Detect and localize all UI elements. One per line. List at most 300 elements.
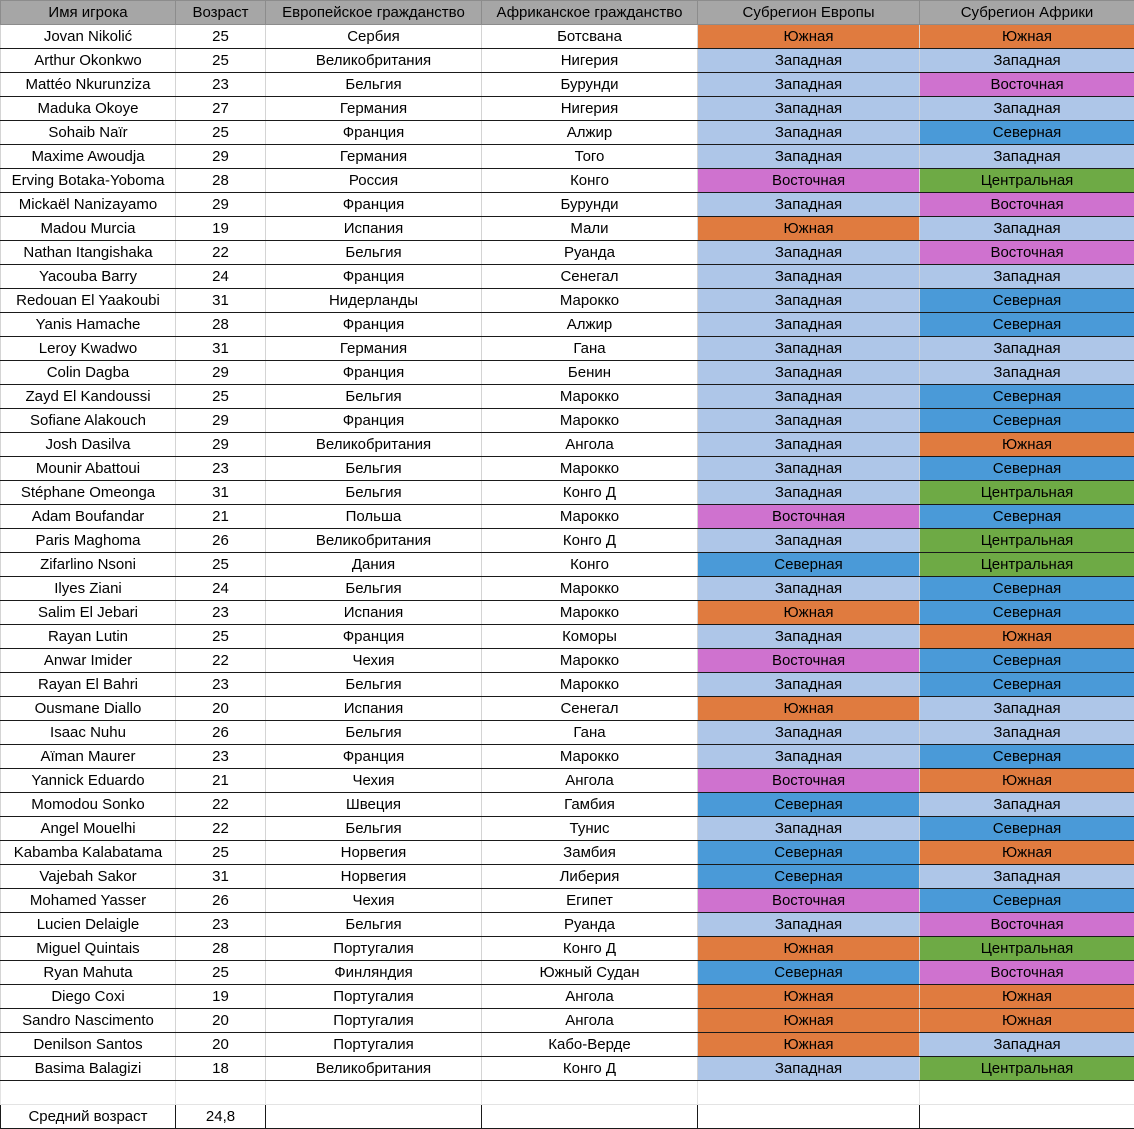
africa-subregion-cell[interactable]: Западная <box>920 337 1134 361</box>
african-citizenship-cell[interactable]: Нигерия <box>482 49 698 73</box>
european-citizenship-cell[interactable]: Франция <box>266 745 482 769</box>
african-citizenship-cell[interactable]: Бенин <box>482 361 698 385</box>
african-citizenship-cell[interactable]: Марокко <box>482 577 698 601</box>
africa-subregion-cell[interactable]: Северная <box>920 121 1134 145</box>
european-citizenship-cell[interactable]: Бельгия <box>266 481 482 505</box>
african-citizenship-cell[interactable]: Марокко <box>482 289 698 313</box>
african-citizenship-cell[interactable]: Коморы <box>482 625 698 649</box>
age-cell[interactable]: 22 <box>176 817 266 841</box>
europe-subregion-cell[interactable]: Северная <box>698 961 920 985</box>
african-citizenship-cell[interactable]: Марокко <box>482 409 698 433</box>
african-citizenship-cell[interactable]: Руанда <box>482 241 698 265</box>
europe-subregion-cell[interactable]: Западная <box>698 673 920 697</box>
empty-cell[interactable] <box>920 1081 1134 1105</box>
age-cell[interactable]: 23 <box>176 601 266 625</box>
europe-subregion-cell[interactable]: Восточная <box>698 505 920 529</box>
africa-subregion-cell[interactable]: Южная <box>920 625 1134 649</box>
player-name-cell[interactable]: Denilson Santos <box>1 1033 176 1057</box>
european-citizenship-cell[interactable]: Бельгия <box>266 913 482 937</box>
africa-subregion-cell[interactable]: Западная <box>920 865 1134 889</box>
europe-subregion-cell[interactable]: Западная <box>698 1057 920 1081</box>
age-cell[interactable]: 20 <box>176 697 266 721</box>
africa-subregion-cell[interactable]: Северная <box>920 601 1134 625</box>
player-name-cell[interactable]: Rayan Lutin <box>1 625 176 649</box>
european-citizenship-cell[interactable]: Чехия <box>266 769 482 793</box>
player-name-cell[interactable]: Ryan Mahuta <box>1 961 176 985</box>
age-cell[interactable]: 23 <box>176 73 266 97</box>
header-age[interactable]: Возраст <box>176 1 266 25</box>
africa-subregion-cell[interactable]: Восточная <box>920 193 1134 217</box>
age-cell[interactable]: 25 <box>176 49 266 73</box>
european-citizenship-cell[interactable]: Испания <box>266 601 482 625</box>
europe-subregion-cell[interactable]: Южная <box>698 1033 920 1057</box>
europe-subregion-cell[interactable]: Северная <box>698 793 920 817</box>
europe-subregion-cell[interactable]: Южная <box>698 985 920 1009</box>
player-name-cell[interactable]: Leroy Kwadwo <box>1 337 176 361</box>
age-cell[interactable]: 23 <box>176 457 266 481</box>
age-cell[interactable]: 25 <box>176 25 266 49</box>
europe-subregion-cell[interactable]: Западная <box>698 481 920 505</box>
player-name-cell[interactable]: Maduka Okoye <box>1 97 176 121</box>
age-cell[interactable]: 28 <box>176 937 266 961</box>
european-citizenship-cell[interactable]: Германия <box>266 145 482 169</box>
european-citizenship-cell[interactable]: Португалия <box>266 1033 482 1057</box>
europe-subregion-cell[interactable]: Западная <box>698 457 920 481</box>
age-cell[interactable]: 18 <box>176 1057 266 1081</box>
player-name-cell[interactable]: Isaac Nuhu <box>1 721 176 745</box>
table-row <box>1 49 1134 73</box>
africa-subregion-cell[interactable]: Южная <box>920 433 1134 457</box>
european-citizenship-cell[interactable]: Чехия <box>266 889 482 913</box>
european-citizenship-cell[interactable]: Великобритания <box>266 529 482 553</box>
european-citizenship-cell[interactable]: Бельгия <box>266 673 482 697</box>
table-row <box>1 1009 1134 1033</box>
africa-subregion-cell[interactable]: Южная <box>920 25 1134 49</box>
european-citizenship-cell[interactable]: Швеция <box>266 793 482 817</box>
africa-subregion-cell[interactable]: Северная <box>920 889 1134 913</box>
player-name-cell[interactable]: Miguel Quintais <box>1 937 176 961</box>
european-citizenship-cell[interactable]: Франция <box>266 409 482 433</box>
player-name-cell[interactable]: Mounir Abattoui <box>1 457 176 481</box>
age-cell[interactable]: 26 <box>176 721 266 745</box>
table-row <box>1 313 1134 337</box>
european-citizenship-cell[interactable]: Бельгия <box>266 457 482 481</box>
africa-subregion-cell[interactable]: Западная <box>920 97 1134 121</box>
europe-subregion-cell[interactable]: Западная <box>698 913 920 937</box>
african-citizenship-cell[interactable]: Мали <box>482 217 698 241</box>
empty-cell[interactable] <box>698 1081 920 1105</box>
european-citizenship-cell[interactable]: Сербия <box>266 25 482 49</box>
africa-subregion-cell[interactable]: Южная <box>920 1009 1134 1033</box>
africa-subregion-cell[interactable]: Северная <box>920 817 1134 841</box>
africa-subregion-cell[interactable]: Северная <box>920 505 1134 529</box>
african-citizenship-cell[interactable]: Замбия <box>482 841 698 865</box>
age-cell[interactable]: 23 <box>176 673 266 697</box>
empty-cell[interactable] <box>920 1105 1134 1129</box>
table-row <box>1 265 1134 289</box>
age-cell[interactable]: 25 <box>176 553 266 577</box>
africa-subregion-cell[interactable]: Южная <box>920 769 1134 793</box>
european-citizenship-cell[interactable]: Португалия <box>266 937 482 961</box>
african-citizenship-cell[interactable]: Сенегал <box>482 265 698 289</box>
african-citizenship-cell[interactable]: Марокко <box>482 457 698 481</box>
african-citizenship-cell[interactable]: Южный Судан <box>482 961 698 985</box>
europe-subregion-cell[interactable]: Западная <box>698 745 920 769</box>
european-citizenship-cell[interactable]: Франция <box>266 265 482 289</box>
player-name-cell[interactable]: Kabamba Kalabatama <box>1 841 176 865</box>
age-cell[interactable]: 25 <box>176 841 266 865</box>
africa-subregion-cell[interactable]: Западная <box>920 793 1134 817</box>
age-cell[interactable]: 25 <box>176 625 266 649</box>
player-name-cell[interactable]: Madou Murcia <box>1 217 176 241</box>
age-cell[interactable]: 29 <box>176 361 266 385</box>
europe-subregion-cell[interactable]: Западная <box>698 313 920 337</box>
african-citizenship-cell[interactable]: Гамбия <box>482 793 698 817</box>
european-citizenship-cell[interactable]: Бельгия <box>266 73 482 97</box>
player-name-cell[interactable]: Diego Coxi <box>1 985 176 1009</box>
africa-subregion-cell[interactable]: Западная <box>920 145 1134 169</box>
african-citizenship-cell[interactable]: Алжир <box>482 313 698 337</box>
age-cell[interactable]: 25 <box>176 961 266 985</box>
europe-subregion-cell[interactable]: Западная <box>698 817 920 841</box>
europe-subregion-cell[interactable]: Западная <box>698 289 920 313</box>
europe-subregion-cell[interactable]: Западная <box>698 337 920 361</box>
african-citizenship-cell[interactable]: Ангола <box>482 433 698 457</box>
european-citizenship-cell[interactable]: Испания <box>266 697 482 721</box>
africa-subregion-cell[interactable]: Восточная <box>920 961 1134 985</box>
african-citizenship-cell[interactable]: Тунис <box>482 817 698 841</box>
africa-subregion-cell[interactable]: Северная <box>920 745 1134 769</box>
europe-subregion-cell[interactable]: Северная <box>698 553 920 577</box>
africa-subregion-cell[interactable]: Восточная <box>920 241 1134 265</box>
table-row <box>1 649 1134 673</box>
european-citizenship-cell[interactable]: Испания <box>266 217 482 241</box>
african-citizenship-cell[interactable]: Сенегал <box>482 697 698 721</box>
european-citizenship-cell[interactable]: Нидерланды <box>266 289 482 313</box>
player-name-cell[interactable]: Redouan El Yaakoubi <box>1 289 176 313</box>
table-row <box>1 1057 1134 1081</box>
africa-subregion-cell[interactable]: Центральная <box>920 937 1134 961</box>
african-citizenship-cell[interactable]: Кабо-Верде <box>482 1033 698 1057</box>
european-citizenship-cell[interactable]: Великобритания <box>266 433 482 457</box>
europe-subregion-cell[interactable]: Восточная <box>698 649 920 673</box>
player-name-cell[interactable]: Arthur Okonkwo <box>1 49 176 73</box>
table-row <box>1 457 1134 481</box>
table-row <box>1 193 1134 217</box>
european-citizenship-cell[interactable]: Дания <box>266 553 482 577</box>
age-cell[interactable]: 23 <box>176 913 266 937</box>
europe-subregion-cell[interactable]: Восточная <box>698 769 920 793</box>
age-cell[interactable]: 22 <box>176 241 266 265</box>
age-cell[interactable]: 29 <box>176 409 266 433</box>
europe-subregion-cell[interactable]: Западная <box>698 409 920 433</box>
player-name-cell[interactable]: Zayd El Kandoussi <box>1 385 176 409</box>
africa-subregion-cell[interactable]: Западная <box>920 49 1134 73</box>
african-citizenship-cell[interactable]: Египет <box>482 889 698 913</box>
africa-subregion-cell[interactable]: Западная <box>920 217 1134 241</box>
player-name-cell[interactable]: Basima Balagizi <box>1 1057 176 1081</box>
header-africa-subregion[interactable]: Субрегион Африки <box>920 1 1134 25</box>
empty-cell[interactable] <box>266 1081 482 1105</box>
african-citizenship-cell[interactable]: Либерия <box>482 865 698 889</box>
player-name-cell[interactable]: Josh Dasilva <box>1 433 176 457</box>
player-name-cell[interactable]: Aïman Maurer <box>1 745 176 769</box>
age-cell[interactable]: 27 <box>176 97 266 121</box>
african-citizenship-cell[interactable]: Нигерия <box>482 97 698 121</box>
age-cell[interactable]: 22 <box>176 793 266 817</box>
european-citizenship-cell[interactable]: Бельгия <box>266 577 482 601</box>
table-row <box>1 625 1134 649</box>
player-name-cell[interactable]: Erving Botaka-Yoboma <box>1 169 176 193</box>
european-citizenship-cell[interactable]: Германия <box>266 97 482 121</box>
european-citizenship-cell[interactable]: Франция <box>266 193 482 217</box>
empty-cell[interactable] <box>1 1081 176 1105</box>
empty-cell[interactable] <box>482 1105 698 1129</box>
european-citizenship-cell[interactable]: Бельгия <box>266 241 482 265</box>
african-citizenship-cell[interactable]: Руанда <box>482 913 698 937</box>
european-citizenship-cell[interactable]: Бельгия <box>266 721 482 745</box>
africa-subregion-cell[interactable]: Западная <box>920 361 1134 385</box>
age-cell[interactable]: 20 <box>176 1033 266 1057</box>
europe-subregion-cell[interactable]: Западная <box>698 625 920 649</box>
african-citizenship-cell[interactable]: Ангола <box>482 985 698 1009</box>
africa-subregion-cell[interactable]: Центральная <box>920 529 1134 553</box>
europe-subregion-cell[interactable]: Западная <box>698 193 920 217</box>
player-name-cell[interactable]: Jovan Nikolić <box>1 25 176 49</box>
age-cell[interactable]: 28 <box>176 313 266 337</box>
player-name-cell[interactable]: Stéphane Omeonga <box>1 481 176 505</box>
african-citizenship-cell[interactable]: Марокко <box>482 601 698 625</box>
player-name-cell[interactable]: Mattéo Nkurunziza <box>1 73 176 97</box>
african-citizenship-cell[interactable]: Ангола <box>482 769 698 793</box>
player-name-cell[interactable]: Yacouba Barry <box>1 265 176 289</box>
age-cell[interactable]: 31 <box>176 337 266 361</box>
empty-cell[interactable] <box>176 1081 266 1105</box>
african-citizenship-cell[interactable]: Конго <box>482 553 698 577</box>
european-citizenship-cell[interactable]: Франция <box>266 313 482 337</box>
header-row <box>1 1 1134 25</box>
african-citizenship-cell[interactable]: Гана <box>482 337 698 361</box>
african-citizenship-cell[interactable]: Марокко <box>482 649 698 673</box>
europe-subregion-cell[interactable]: Западная <box>698 529 920 553</box>
table-row <box>1 385 1134 409</box>
africa-subregion-cell[interactable]: Северная <box>920 577 1134 601</box>
age-cell[interactable]: 22 <box>176 649 266 673</box>
europe-subregion-cell[interactable]: Западная <box>698 241 920 265</box>
african-citizenship-cell[interactable]: Марокко <box>482 385 698 409</box>
european-citizenship-cell[interactable]: Бельгия <box>266 385 482 409</box>
european-citizenship-cell[interactable]: Польша <box>266 505 482 529</box>
african-citizenship-cell[interactable]: Бурунди <box>482 73 698 97</box>
age-cell[interactable]: 29 <box>176 193 266 217</box>
europe-subregion-cell[interactable]: Западная <box>698 121 920 145</box>
africa-subregion-cell[interactable]: Западная <box>920 721 1134 745</box>
header-player-name[interactable]: Имя игрока <box>1 1 176 25</box>
player-name-cell[interactable]: Paris Maghoma <box>1 529 176 553</box>
european-citizenship-cell[interactable]: Финляндия <box>266 961 482 985</box>
player-name-cell[interactable]: Anwar Imider <box>1 649 176 673</box>
age-cell[interactable]: 29 <box>176 145 266 169</box>
player-name-cell[interactable]: Yanis Hamache <box>1 313 176 337</box>
africa-subregion-cell[interactable]: Восточная <box>920 73 1134 97</box>
european-citizenship-cell[interactable]: Чехия <box>266 649 482 673</box>
african-citizenship-cell[interactable]: Бурунди <box>482 193 698 217</box>
player-name-cell[interactable]: Angel Mouelhi <box>1 817 176 841</box>
player-name-cell[interactable]: Adam Boufandar <box>1 505 176 529</box>
european-citizenship-cell[interactable]: Франция <box>266 361 482 385</box>
player-name-cell[interactable]: Sohaib Naïr <box>1 121 176 145</box>
africa-subregion-cell[interactable]: Восточная <box>920 913 1134 937</box>
africa-subregion-cell[interactable]: Центральная <box>920 553 1134 577</box>
europe-subregion-cell[interactable]: Южная <box>698 1009 920 1033</box>
age-cell[interactable]: 28 <box>176 169 266 193</box>
africa-subregion-cell[interactable]: Западная <box>920 1033 1134 1057</box>
player-name-cell[interactable]: Salim El Jebari <box>1 601 176 625</box>
age-cell[interactable]: 29 <box>176 433 266 457</box>
african-citizenship-cell[interactable]: Конго Д <box>482 937 698 961</box>
player-name-cell[interactable]: Ilyes Ziani <box>1 577 176 601</box>
african-citizenship-cell[interactable]: Конго Д <box>482 529 698 553</box>
european-citizenship-cell[interactable]: Франция <box>266 121 482 145</box>
europe-subregion-cell[interactable]: Западная <box>698 433 920 457</box>
european-citizenship-cell[interactable]: Франция <box>266 625 482 649</box>
europe-subregion-cell[interactable]: Южная <box>698 937 920 961</box>
africa-subregion-cell[interactable]: Северная <box>920 457 1134 481</box>
age-cell[interactable]: 21 <box>176 505 266 529</box>
african-citizenship-cell[interactable]: Марокко <box>482 745 698 769</box>
average-age-label[interactable]: Средний возраст <box>1 1105 176 1129</box>
europe-subregion-cell[interactable]: Западная <box>698 577 920 601</box>
africa-subregion-cell[interactable]: Северная <box>920 673 1134 697</box>
africa-subregion-cell[interactable]: Западная <box>920 265 1134 289</box>
player-name-cell[interactable]: Maxime Awoudja <box>1 145 176 169</box>
player-name-cell[interactable]: Sandro Nascimento <box>1 1009 176 1033</box>
table-row <box>1 289 1134 313</box>
age-cell[interactable]: 26 <box>176 889 266 913</box>
empty-cell[interactable] <box>698 1105 920 1129</box>
african-citizenship-cell[interactable]: Марокко <box>482 673 698 697</box>
average-age-row <box>1 1105 1134 1129</box>
age-cell[interactable]: 31 <box>176 481 266 505</box>
europe-subregion-cell[interactable]: Западная <box>698 73 920 97</box>
african-citizenship-cell[interactable]: Алжир <box>482 121 698 145</box>
player-name-cell[interactable]: Mohamed Yasser <box>1 889 176 913</box>
africa-subregion-cell[interactable]: Южная <box>920 985 1134 1009</box>
age-cell[interactable]: 31 <box>176 289 266 313</box>
europe-subregion-cell[interactable]: Западная <box>698 721 920 745</box>
european-citizenship-cell[interactable]: Германия <box>266 337 482 361</box>
table-row <box>1 121 1134 145</box>
player-name-cell[interactable]: Ousmane Diallo <box>1 697 176 721</box>
africa-subregion-cell[interactable]: Центральная <box>920 169 1134 193</box>
european-citizenship-cell[interactable]: Великобритания <box>266 49 482 73</box>
player-name-cell[interactable]: Zifarlino Nsoni <box>1 553 176 577</box>
player-name-cell[interactable]: Sofiane Alakouch <box>1 409 176 433</box>
average-age-value[interactable]: 24,8 <box>176 1105 266 1129</box>
europe-subregion-cell[interactable]: Восточная <box>698 169 920 193</box>
age-cell[interactable]: 31 <box>176 865 266 889</box>
age-cell[interactable]: 26 <box>176 529 266 553</box>
europe-subregion-cell[interactable]: Южная <box>698 601 920 625</box>
header-european-citizenship[interactable]: Европейское гражданство <box>266 1 482 25</box>
european-citizenship-cell[interactable]: Бельгия <box>266 817 482 841</box>
europe-subregion-cell[interactable]: Западная <box>698 97 920 121</box>
africa-subregion-cell[interactable]: Северная <box>920 385 1134 409</box>
african-citizenship-cell[interactable]: Марокко <box>482 505 698 529</box>
african-citizenship-cell[interactable]: Ангола <box>482 1009 698 1033</box>
age-cell[interactable]: 20 <box>176 1009 266 1033</box>
age-cell[interactable]: 24 <box>176 577 266 601</box>
africa-subregion-cell[interactable]: Северная <box>920 409 1134 433</box>
europe-subregion-cell[interactable]: Западная <box>698 385 920 409</box>
empty-cell[interactable] <box>482 1081 698 1105</box>
age-cell[interactable]: 21 <box>176 769 266 793</box>
europe-subregion-cell[interactable]: Южная <box>698 697 920 721</box>
african-citizenship-cell[interactable]: Конго <box>482 169 698 193</box>
africa-subregion-cell[interactable]: Центральная <box>920 1057 1134 1081</box>
africa-subregion-cell[interactable]: Южная <box>920 841 1134 865</box>
europe-subregion-cell[interactable]: Северная <box>698 841 920 865</box>
africa-subregion-cell[interactable]: Центральная <box>920 481 1134 505</box>
europe-subregion-cell[interactable]: Западная <box>698 145 920 169</box>
european-citizenship-cell[interactable]: Норвегия <box>266 841 482 865</box>
player-name-cell[interactable]: Nathan Itangishaka <box>1 241 176 265</box>
european-citizenship-cell[interactable]: Великобритания <box>266 1057 482 1081</box>
europe-subregion-cell[interactable]: Западная <box>698 361 920 385</box>
age-cell[interactable]: 24 <box>176 265 266 289</box>
player-name-cell[interactable]: Vajebah Sakor <box>1 865 176 889</box>
europe-subregion-cell[interactable]: Восточная <box>698 889 920 913</box>
europe-subregion-cell[interactable]: Южная <box>698 25 920 49</box>
africa-subregion-cell[interactable]: Северная <box>920 313 1134 337</box>
africa-subregion-cell[interactable]: Западная <box>920 697 1134 721</box>
player-name-cell[interactable]: Mickaël Nanizayamo <box>1 193 176 217</box>
europe-subregion-cell[interactable]: Западная <box>698 49 920 73</box>
african-citizenship-cell[interactable]: Конго Д <box>482 1057 698 1081</box>
age-cell[interactable]: 23 <box>176 745 266 769</box>
age-cell[interactable]: 19 <box>176 217 266 241</box>
europe-subregion-cell[interactable]: Северная <box>698 865 920 889</box>
african-citizenship-cell[interactable]: Гана <box>482 721 698 745</box>
player-name-cell[interactable]: Yannick Eduardo <box>1 769 176 793</box>
african-citizenship-cell[interactable]: Конго Д <box>482 481 698 505</box>
europe-subregion-cell[interactable]: Южная <box>698 217 920 241</box>
european-citizenship-cell[interactable]: Норвегия <box>266 865 482 889</box>
european-citizenship-cell[interactable]: Португалия <box>266 985 482 1009</box>
header-african-citizenship[interactable]: Африканское гражданство <box>482 1 698 25</box>
age-cell[interactable]: 19 <box>176 985 266 1009</box>
africa-subregion-cell[interactable]: Северная <box>920 289 1134 313</box>
empty-cell[interactable] <box>266 1105 482 1129</box>
player-name-cell[interactable]: Rayan El Bahri <box>1 673 176 697</box>
player-name-cell[interactable]: Lucien Delaigle <box>1 913 176 937</box>
table-row <box>1 97 1134 121</box>
table-row <box>1 577 1134 601</box>
african-citizenship-cell[interactable]: Того <box>482 145 698 169</box>
europe-subregion-cell[interactable]: Западная <box>698 265 920 289</box>
african-citizenship-cell[interactable]: Ботсвана <box>482 25 698 49</box>
player-name-cell[interactable]: Momodou Sonko <box>1 793 176 817</box>
age-cell[interactable]: 25 <box>176 385 266 409</box>
age-cell[interactable]: 25 <box>176 121 266 145</box>
table-row <box>1 505 1134 529</box>
africa-subregion-cell[interactable]: Северная <box>920 649 1134 673</box>
table-row <box>1 145 1134 169</box>
european-citizenship-cell[interactable]: Россия <box>266 169 482 193</box>
header-europe-subregion[interactable]: Субрегион Европы <box>698 1 920 25</box>
european-citizenship-cell[interactable]: Португалия <box>266 1009 482 1033</box>
player-name-cell[interactable]: Colin Dagba <box>1 361 176 385</box>
